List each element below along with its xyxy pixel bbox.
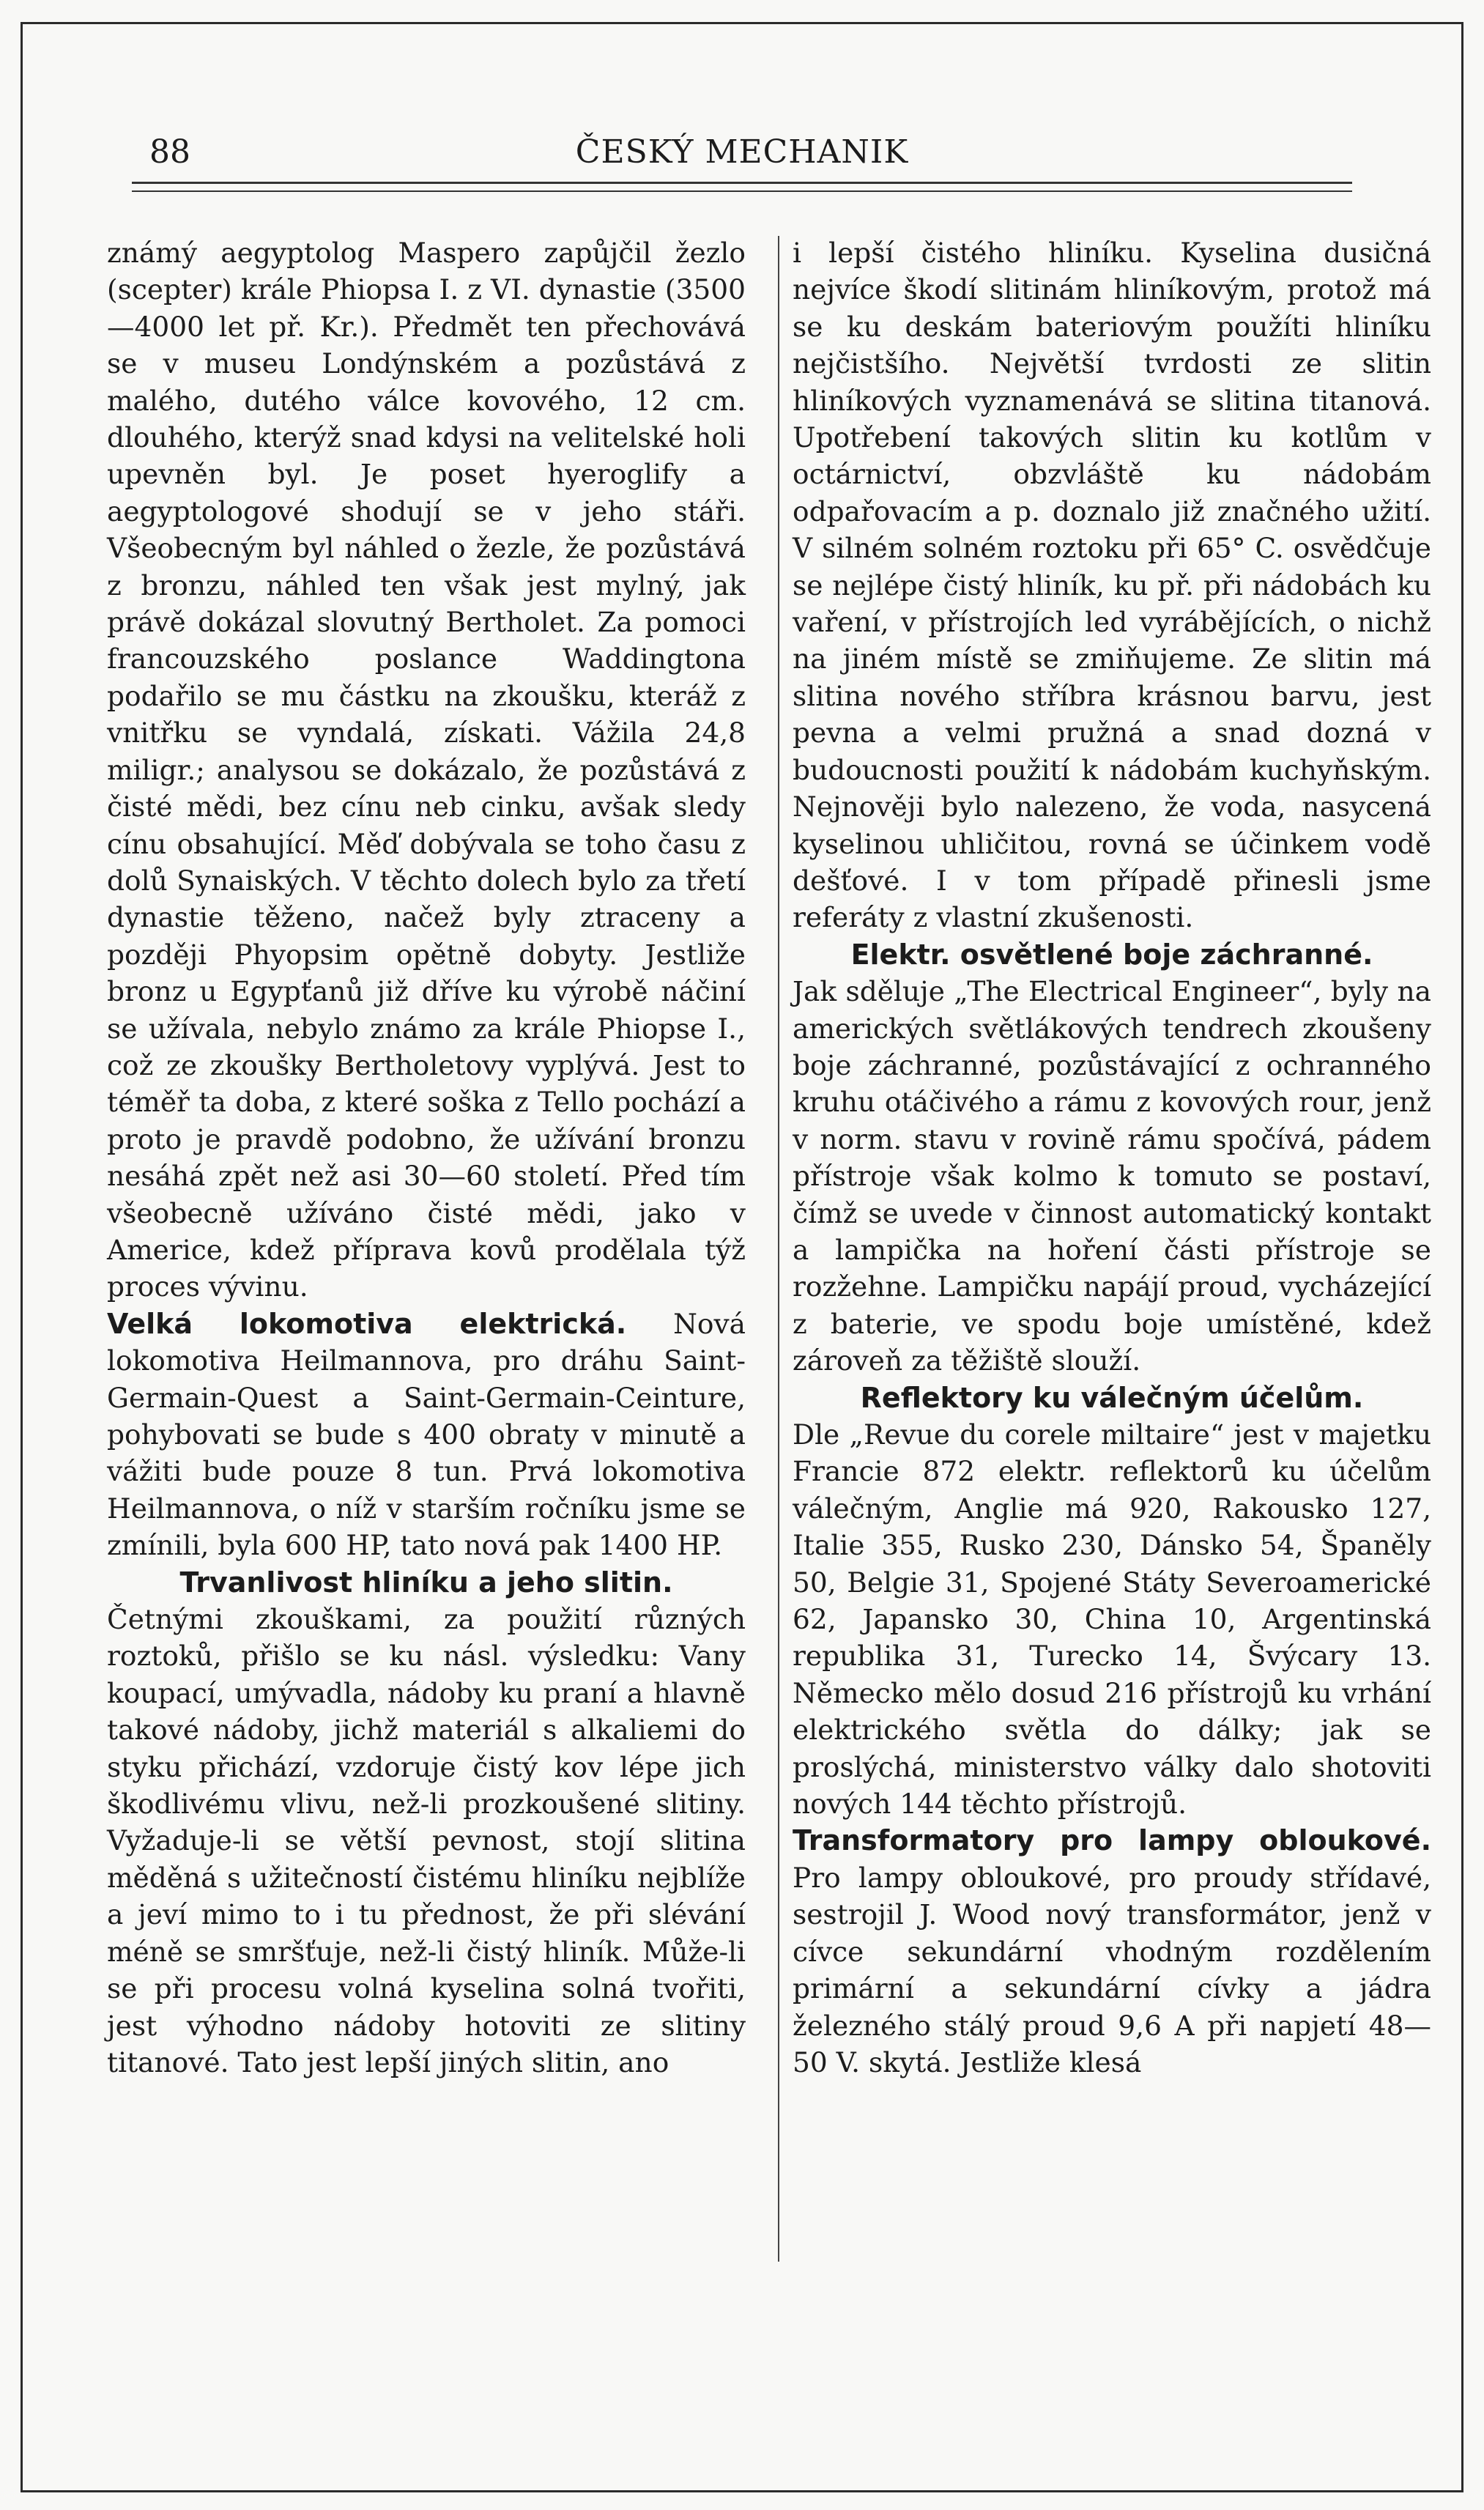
running-title: ČESKÝ MECHANIK [575, 133, 909, 171]
column-divider [778, 236, 779, 2262]
article-body: Jak sděluje „The Electrical Engineer“, byly na amerických světlákových tendrech zkoušeny boje záchranné, pozůstávající z ochranného kruhu otáčivého a rámu z kovových rour, jenž v norm. stavu v rovině rámu spočívá, pádem přístroje však kolmo k tomuto se postaví, čímž se uvede v činnost automatický kontakt a lampička na hoření části přístroje se rozžehne. Lampičku napájí proud, vycházející z baterie, ve spodu boje umístěné, kdež zároveň za těžiště slouží. [793, 975, 1431, 1377]
article-heading: Transformatory pro lampy obloukové. [793, 1824, 1431, 1857]
article-heading: Reflektory ku válečným účelům. [860, 1381, 1364, 1414]
article-body: Pro lampy obloukové, pro proudy střídavé, sestrojil J. Wood nový transformátor, jenž v cívce sekundární vhodným rozdělením primární a sekundární cívky a jádra železného stálý proud 9,6 A při napjetí 48—50 V. skytá. Jestliže klesá [793, 1861, 1431, 2078]
continuation-paragraph: i lepší čistého hliníku. Kyselina dusičná nejvíce škodí slitinám hliníkovým, protož má se ku deskám bateriovým použíti hliníku nejčistšího. Největší tvrdosti ze slitin hliníkových vyznamenává se slitina titanová. Upotřebení takových slitin ku kotlům v octárnictví, obzvláště ku nádobám odpařovacím a p. doznalo již značného užití. V silném solném roztoku při 65° C. osvědčuje se nejlépe čistý hliník, ku př. při nádobách ku vaření, v přístrojích led vyrábějících, o nichž na jiném místě se zmiňujeme. Ze slitin má slitina nového stříbra krásnou barvu, jest pevna a velmi pružná a snad dozná v budoucnosti použití k nádobám kuchyňským. Nejnověji bylo nalezeno, že voda, nasycená kyselinou uhličitou, rovná se účinkem vodě dešťové. I v tom případě přinesli jsme referáty z vlastní zkušenosti. [793, 237, 1431, 934]
article-heading: Elektr. osvětlené boje záchranné. [850, 938, 1373, 971]
article-heading: Trvanlivost hliníku a jeho slitin. [179, 1566, 673, 1599]
article-locomotive [107, 1306, 746, 1564]
article-rescue-buoys [793, 936, 1431, 1380]
header-rule-thin [132, 190, 1352, 192]
right-column [793, 234, 1431, 2081]
left-column [107, 234, 746, 2081]
article-aluminium [107, 1564, 746, 2081]
article-heading: Velká lokomotiva elektrická. [107, 1307, 674, 1340]
article-body: Dle „Revue du corele miltaire“ jest v majetku Francie 872 elektr. reflektorů ku účelům válečným, Anglie má 920, Rakousko 127, Italie 355, Rusko 230, Dánsko 54, Španěly 50, Belgie 31, Spojené Státy Severoamerické 62, Japansko 30, China 10, Argentinská republika 31, Turecko 14, Švýcary 13. Německo mělo dosud 216 přístrojů ku vrhání elektrického světla do dálky; jak se proslýchá, ministerstvo války dalo shotoviti nových 144 těchto přístrojů. [793, 1418, 1431, 1821]
page-number: 88 [149, 133, 190, 171]
article-body: Nová lokomotiva Heilmannova, pro dráhu Saint-Germain-Quest a Saint-Germain-Ceinture, pohybovati se bude s 400 obraty v minutě a vážiti bude pouze 8 tun. Prvá lokomotiva Heilmannova, o níž v starším ročníku jsme se zmínili, byla 600 HP, tato nová pak 1400 HP. [107, 1307, 746, 1562]
intro-paragraph: známý aegyptolog Maspero zapůjčil žezlo (scepter) krále Phiopsa I. z VI. dynastie (3500—4000 let př. Kr.). Předmět ten přechovává se v museu Londýnském a pozůstává z malého, dutého válce kovového, 12 cm. dlouhého, kterýž snad kdysi na velitelské holi upevněn byl. Je poset hyeroglify a aegyptologové shodují se v jeho stáři. Všeobecným byl náhled o žezle, že pozůstává z bronzu, náhled ten však jest mylný, jak právě dokázal slovutný Bertholet. Za pomoci francouzského poslance Waddingtona podařilo se mu částku na zkoušku, kteráž z vnitřku se vyndalá, získati. Vážila 24,8 miligr.; analysou se dokázalo, že pozůstává z čisté mědi, bez cínu neb cinku, avšak sledy cínu obsahující. Měď dobývala se toho času z dolů Synaiských. V těchto dolech bylo za třetí dynastie těženo, načež byly ztraceny a později Phyopsim opětně dobyty. Jestliže bronz u Egypťanů již dříve ku výrobě náčiní se užívala, nebylo známo za krále Phiopse I., což ze zkoušky Bertholetovy vyplývá. Jest to téměř ta doba, z které soška z Tello pochází a proto je pravdě podobno, že užívání bronzu nesáhá zpět než asi 30—60 století. Před tím všeobecně užíváno čisté mědi, jako v Americe, kdež příprava kovů prodělala týž proces vývinu. [107, 237, 746, 1303]
article-body: Četnými zkouškami, za použití různých roztoků, přišlo se ku násl. výsledku: Vany koupací, umývadla, nádoby ku praní a hlavně takové nádoby, jichž materiál s alkaliemi do styku přichází, vzdoruje čistý kov lépe jich škodlivému vlivu, než-li prozkoušené slitiny. Vyžaduje-li se větší pevnost, stojí slitina měděná s užitečností čistému hliníku nejblíže a jeví mimo to i tu přednost, že při slévání méně se smršťuje, než-li čistý hliník. Může-li se při procesu volná kyselina solná tvořiti, jest výhodno nádoby hotoviti ze slitiny titanové. Tato jest lepší jiných slitin, ano [107, 1603, 746, 2078]
header-rule [132, 182, 1352, 184]
article-reflectors [793, 1380, 1431, 1823]
running-head [132, 123, 1352, 174]
article-transformers [793, 1822, 1431, 2081]
